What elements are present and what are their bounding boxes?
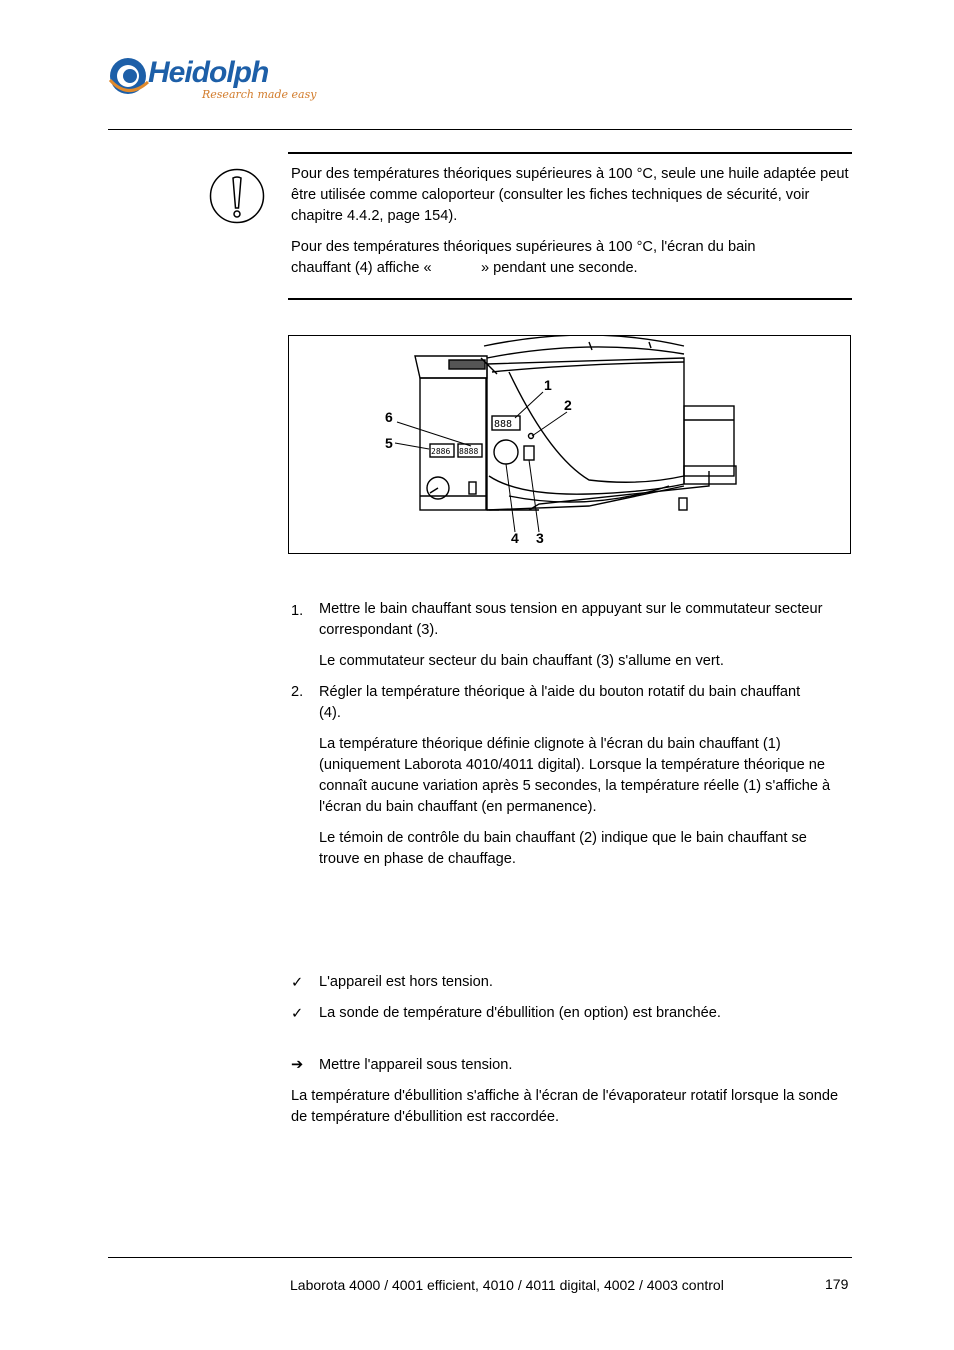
logo-mark-icon — [108, 56, 152, 100]
step-2-text: Régler la température théorique à l'aide du bouton rotatif du bain chauffant (4). — [319, 684, 801, 721]
footer-model-line: Laborota 4000 / 4001 efficient, 4010 / 4011 digital, 4002 / 4003 control — [290, 1277, 724, 1293]
check-icon: ✓ — [291, 975, 304, 991]
step-2-number: 2. — [291, 684, 304, 700]
warning-bottom-rule — [288, 298, 852, 300]
heidolph-logo — [108, 50, 323, 115]
left-display-2: 8888 — [459, 447, 479, 456]
warning-paragraph-2-line-1: Pour des températures théoriques supérieures à 100 °C, l'écran du bain — [291, 239, 756, 255]
prerequisite-2: La sonde de température d'ébullition (en option) est branchée. — [319, 1005, 721, 1021]
logo-wordmark: Heidolph — [148, 56, 269, 89]
logo-tagline: Research made easy — [202, 88, 317, 101]
header-rule — [108, 129, 852, 130]
step-1-number: 1. — [291, 603, 304, 619]
closing-paragraph: La température d'ébullition s'affiche à l'écran de l'évaporateur rotatif lorsque la sonde de température d'ébullition est raccordée. — [291, 1088, 839, 1125]
page-number: 179 — [825, 1276, 849, 1292]
callout-5: 5 — [385, 435, 393, 451]
callout-2: 2 — [564, 397, 572, 413]
step-1-result: Le commutateur secteur du bain chauffant (3) s'allume en vert. — [319, 653, 724, 669]
callout-3: 3 — [536, 530, 544, 546]
action-text: Mettre l'appareil sous tension. — [319, 1057, 513, 1073]
left-display-1: 2886 — [431, 447, 451, 456]
check-icon: ✓ — [291, 1006, 304, 1022]
warning-paragraph-2-line-2-start: chauffant (4) affiche « — [291, 260, 432, 276]
prerequisite-1: L'appareil est hors tension. — [319, 974, 493, 990]
step-2-result-2: Le témoin de contrôle du bain chauffant (2) indique que le bain chauffant se trouve en phase de chauffage. — [319, 830, 807, 867]
bath-display: 888 — [494, 419, 513, 430]
footer-rule — [108, 1257, 852, 1258]
warning-top-rule — [288, 152, 852, 154]
step-1-text: Mettre le bain chauffant sous tension en appuyant sur le commutateur secteur correspondant (3). — [319, 601, 823, 638]
step-2-result: La température théorique définie clignote à l'écran du bain chauffant (1) (uniquement Laborota 4010/4011 digital). Lorsque la température théorique ne connaît aucune variation après 5 secondes, la température réelle (1) s'affiche à l'écran du bain chauffant (en permanence). — [319, 736, 831, 815]
warning-paragraph-1: Pour des températures théoriques supérieures à 100 °C, seule une huile adaptée peut être utilisée comme caloporteur (consulter les fiches techniques de sécurité, voir chapitre 4.4.2, page 154). — [291, 166, 849, 224]
callout-6: 6 — [385, 409, 393, 425]
warning-paragraph-2-line-2-end: » pendant une seconde. — [481, 260, 638, 276]
heating-bath-drawing — [289, 336, 850, 553]
callout-4: 4 — [511, 530, 519, 546]
attention-icon — [209, 168, 266, 225]
callout-1: 1 — [544, 377, 552, 393]
arrow-right-icon: ➔ — [291, 1057, 304, 1073]
